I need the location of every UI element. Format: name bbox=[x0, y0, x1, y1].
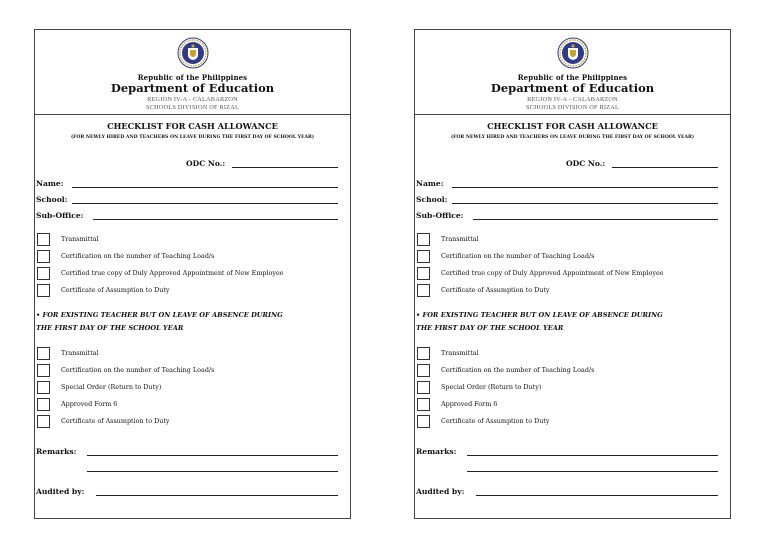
odc-field[interactable] bbox=[612, 167, 718, 168]
existing-teacher-heading-cont: THE FIRST DAY OF THE SCHOOL YEAR bbox=[416, 324, 564, 332]
division-text: SCHOOLS DIVISION OF RIZAL bbox=[526, 104, 619, 111]
department-heading: Department of Education bbox=[490, 81, 655, 95]
existing-teacher-heading: • FOR EXISTING TEACHER BUT ON LEAVE OF ABSENCE DURING bbox=[416, 311, 663, 319]
checkbox-teaching-load-2[interactable] bbox=[37, 364, 50, 377]
department-heading: Department of Education bbox=[110, 81, 275, 95]
checkbox-teaching-load[interactable] bbox=[37, 250, 50, 263]
name-label: Name: bbox=[416, 179, 444, 188]
checkbox-assumption-2[interactable] bbox=[417, 415, 430, 428]
school-field[interactable] bbox=[72, 203, 338, 204]
sub-office-field[interactable] bbox=[473, 219, 718, 220]
checklist-form-right bbox=[414, 29, 731, 519]
odc-label: ODC No.: bbox=[566, 159, 606, 168]
existing-teacher-heading-cont: THE FIRST DAY OF THE SCHOOL YEAR bbox=[36, 324, 184, 332]
checkbox-assumption[interactable] bbox=[417, 284, 430, 297]
checklist-item: Transmittal bbox=[441, 349, 479, 357]
odc-field[interactable] bbox=[232, 167, 338, 168]
checklist-item: Transmittal bbox=[441, 235, 479, 243]
name-field[interactable] bbox=[72, 187, 338, 188]
checklist-item: Transmittal bbox=[61, 235, 99, 243]
deped-seal-icon bbox=[177, 37, 209, 69]
checkbox-appointment[interactable] bbox=[417, 267, 430, 280]
checklist-item: Special Order (Return to Duty) bbox=[441, 383, 542, 391]
sub-office-label: Sub-Office: bbox=[416, 211, 464, 220]
checkbox-transmittal-2[interactable] bbox=[37, 347, 50, 360]
checklist-item: Transmittal bbox=[61, 349, 99, 357]
republic-heading: Republic of the Philippines bbox=[137, 73, 248, 82]
checklist-item: Approved Form 6 bbox=[61, 400, 118, 408]
audited-by-field[interactable] bbox=[476, 495, 718, 496]
checklist-item: Certificate of Assumption to Duty bbox=[61, 417, 170, 425]
checkbox-assumption[interactable] bbox=[37, 284, 50, 297]
audited-by-field[interactable] bbox=[96, 495, 338, 496]
checklist-item: Certification on the number of Teaching Load/s bbox=[61, 252, 215, 260]
school-label: School: bbox=[416, 195, 448, 204]
checkbox-teaching-load[interactable] bbox=[417, 250, 430, 263]
name-label: Name: bbox=[36, 179, 64, 188]
form-title: CHECKLIST FOR CASH ALLOWANCE bbox=[487, 121, 658, 131]
deped-seal-icon bbox=[557, 37, 589, 69]
checkbox-transmittal[interactable] bbox=[417, 233, 430, 246]
checkbox-form-6[interactable] bbox=[417, 398, 430, 411]
checklist-item: Certification on the number of Teaching Load/s bbox=[441, 366, 595, 374]
school-label: School: bbox=[36, 195, 68, 204]
checklist-item: Certification on the number of Teaching Load/s bbox=[441, 252, 595, 260]
republic-heading: Republic of the Philippines bbox=[517, 73, 628, 82]
checklist-form-left bbox=[34, 29, 351, 519]
school-field[interactable] bbox=[452, 203, 718, 204]
sub-office-label: Sub-Office: bbox=[36, 211, 84, 220]
checklist-item: Approved Form 6 bbox=[441, 400, 498, 408]
form-subtitle: (FOR NEWLY HIRED AND TEACHERS ON LEAVE DURING THE FIRST DAY OF SCHOOL YEAR) bbox=[450, 135, 695, 140]
form-subtitle: (FOR NEWLY HIRED AND TEACHERS ON LEAVE DURING THE FIRST DAY OF SCHOOL YEAR) bbox=[70, 135, 315, 140]
sub-office-field[interactable] bbox=[93, 219, 338, 220]
checklist-item: Certificate of Assumption to Duty bbox=[441, 417, 550, 425]
checkbox-transmittal-2[interactable] bbox=[417, 347, 430, 360]
audited-by-label: Audited by: bbox=[36, 487, 85, 496]
remarks-field[interactable] bbox=[467, 455, 718, 456]
checklist-item: Certificate of Assumption to Duty bbox=[441, 286, 550, 294]
checkbox-assumption-2[interactable] bbox=[37, 415, 50, 428]
region-text: REGION IV-A - CALABARZON bbox=[527, 96, 618, 103]
region-text: REGION IV-A - CALABARZON bbox=[147, 96, 238, 103]
checklist-item: Certification on the number of Teaching Load/s bbox=[61, 366, 215, 374]
form-title: CHECKLIST FOR CASH ALLOWANCE bbox=[107, 121, 278, 131]
header-divider bbox=[35, 114, 350, 115]
checklist-item: Certified true copy of Duly Approved Appointment of New Employee bbox=[441, 269, 664, 277]
checkbox-special-order[interactable] bbox=[37, 381, 50, 394]
checkbox-appointment[interactable] bbox=[37, 267, 50, 280]
checkbox-form-6[interactable] bbox=[37, 398, 50, 411]
checkbox-special-order[interactable] bbox=[417, 381, 430, 394]
name-field[interactable] bbox=[452, 187, 718, 188]
odc-label: ODC No.: bbox=[186, 159, 226, 168]
header-divider bbox=[415, 114, 730, 115]
checklist-item: Certified true copy of Duly Approved Appointment of New Employee bbox=[61, 269, 284, 277]
remarks-label: Remarks: bbox=[416, 447, 457, 456]
existing-teacher-heading: • FOR EXISTING TEACHER BUT ON LEAVE OF ABSENCE DURING bbox=[36, 311, 283, 319]
checklist-item: Special Order (Return to Duty) bbox=[61, 383, 162, 391]
audited-by-label: Audited by: bbox=[416, 487, 465, 496]
remarks-field[interactable] bbox=[87, 455, 338, 456]
checkbox-transmittal[interactable] bbox=[37, 233, 50, 246]
remarks-label: Remarks: bbox=[36, 447, 77, 456]
checklist-item: Certificate of Assumption to Duty bbox=[61, 286, 170, 294]
checkbox-teaching-load-2[interactable] bbox=[417, 364, 430, 377]
remarks-field-2[interactable] bbox=[87, 471, 338, 472]
division-text: SCHOOLS DIVISION OF RIZAL bbox=[146, 104, 239, 111]
remarks-field-2[interactable] bbox=[467, 471, 718, 472]
